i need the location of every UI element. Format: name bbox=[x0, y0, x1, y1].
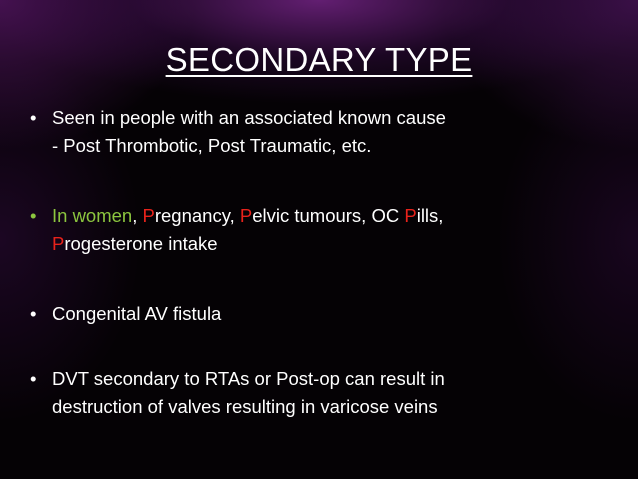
bullet-text-line: destruction of valves resulting in varicose veins bbox=[52, 396, 438, 417]
highlight-letter-p: P bbox=[404, 205, 417, 226]
bullet-marker: • bbox=[30, 205, 37, 226]
text-fragment: , bbox=[132, 205, 143, 226]
bullet-text-line: DVT secondary to RTAs or Post-op can result in bbox=[52, 368, 445, 389]
bullet-text-line bbox=[52, 202, 620, 230]
bullet-congenital bbox=[30, 300, 620, 328]
slide-title: SECONDARY TYPE bbox=[165, 41, 473, 78]
text-fragment: ills, bbox=[416, 205, 444, 226]
bullet-marker: • bbox=[30, 303, 37, 324]
bullet-list bbox=[30, 104, 620, 463]
bullet-dvt bbox=[30, 365, 620, 421]
bullet-text-line bbox=[52, 230, 620, 258]
highlight-in-women: In women bbox=[52, 205, 133, 226]
highlight-letter-p: P bbox=[239, 205, 253, 226]
highlight-letter-p: P bbox=[142, 205, 155, 226]
highlight-letter-p: P bbox=[52, 233, 65, 254]
bullet-text-line: Seen in people with an associated known cause bbox=[52, 107, 446, 128]
text-fragment: regnancy, bbox=[154, 205, 240, 226]
bullet-text-line: - Post Thrombotic, Post Traumatic, etc. bbox=[52, 135, 372, 156]
text-fragment: elvic tumours, OC bbox=[252, 205, 405, 226]
bullet-marker: • bbox=[30, 368, 37, 389]
text-fragment: rogesterone intake bbox=[64, 233, 218, 254]
bullet-text-line: Congenital AV fistula bbox=[52, 303, 222, 324]
bullet-marker: • bbox=[30, 107, 37, 128]
bullet-secondary-cause bbox=[30, 104, 620, 160]
bullet-women-causes bbox=[30, 202, 620, 258]
